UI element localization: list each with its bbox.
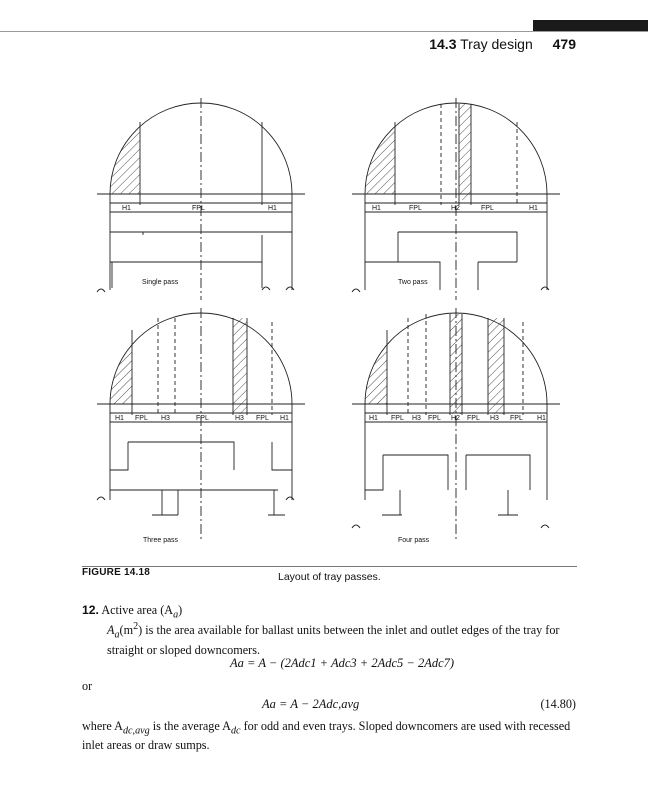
label-p3-fpl-1: FPL bbox=[135, 415, 148, 422]
panel-four-pass bbox=[352, 308, 560, 540]
label-p1-h1-right: H1 bbox=[268, 205, 277, 212]
or-text: or bbox=[82, 679, 93, 693]
figure-labels bbox=[115, 205, 546, 544]
label-p3-h3-right: H3 bbox=[235, 415, 244, 422]
equation-14-80: Aa = A − 2Adc,avg bbox=[262, 697, 360, 711]
label-p4-fpl-3: FPL bbox=[467, 415, 480, 422]
figure-caption: Layout of tray passes. bbox=[278, 571, 381, 583]
label-p3-h3-left: H3 bbox=[161, 415, 170, 422]
panel-three-pass bbox=[97, 308, 305, 540]
item-title: Active area $(A_a)$ bbox=[101, 603, 183, 621]
label-four-pass: Four pass bbox=[398, 537, 430, 544]
label-p2-h2: H2 bbox=[451, 205, 460, 212]
caption-rule bbox=[82, 566, 577, 567]
equation-active-area: Aa = A − (2Adc1 + Adc3 + 2Adc5 − 2Adc7) bbox=[230, 656, 455, 670]
figure-label: FIGURE 14.18 bbox=[82, 567, 150, 578]
label-p4-h1-left: H1 bbox=[369, 415, 378, 422]
equation-number: (14.80) bbox=[540, 697, 576, 711]
section-number: 14.3 bbox=[429, 36, 457, 52]
label-three-pass: Three pass bbox=[143, 537, 179, 544]
page-number: 479 bbox=[552, 36, 576, 52]
closing-paragraph: where $A_{dc,avg}$ is the average $A_{dc}$ for odd and even trays. Sloped downcomers are used with recessed inlet areas or draw sumps. bbox=[82, 719, 571, 753]
label-p4-fpl-4: FPL bbox=[510, 415, 523, 422]
label-p3-h1-left: H1 bbox=[115, 415, 124, 422]
label-p4-h3-left: H3 bbox=[412, 415, 421, 422]
label-single-pass: Single pass bbox=[142, 279, 179, 286]
label-two-pass: Two pass bbox=[398, 279, 428, 286]
label-p3-h1-right: H1 bbox=[280, 415, 289, 422]
label-p1-fpl: FPL bbox=[192, 205, 205, 212]
label-p2-fpl-left: FPL bbox=[409, 205, 422, 212]
label-p4-fpl-1: FPL bbox=[391, 415, 404, 422]
label-p4-h1-right: H1 bbox=[537, 415, 546, 422]
section-title: Tray design bbox=[460, 36, 533, 52]
label-p4-h3-right: H3 bbox=[490, 415, 499, 422]
panel-single-pass bbox=[97, 98, 305, 300]
item-number: 12. bbox=[82, 603, 99, 617]
label-p3-fpl-3: FPL bbox=[256, 415, 269, 422]
label-p4-fpl-2: FPL bbox=[428, 415, 441, 422]
label-p2-h1-left: H1 bbox=[372, 205, 381, 212]
label-p4-h2: H2 bbox=[451, 415, 460, 422]
label-p2-fpl-right: FPL bbox=[481, 205, 494, 212]
label-p3-fpl-2: FPL bbox=[196, 415, 209, 422]
panel-two-pass bbox=[352, 98, 560, 300]
item-description: $A_a(m^2)$ is the area available for ballast units between the inlet and outlet edges of the tray for straight or sloped downcomers. bbox=[107, 621, 560, 657]
label-p2-h1-right: H1 bbox=[529, 205, 538, 212]
label-p1-h1-left: H1 bbox=[122, 205, 131, 212]
